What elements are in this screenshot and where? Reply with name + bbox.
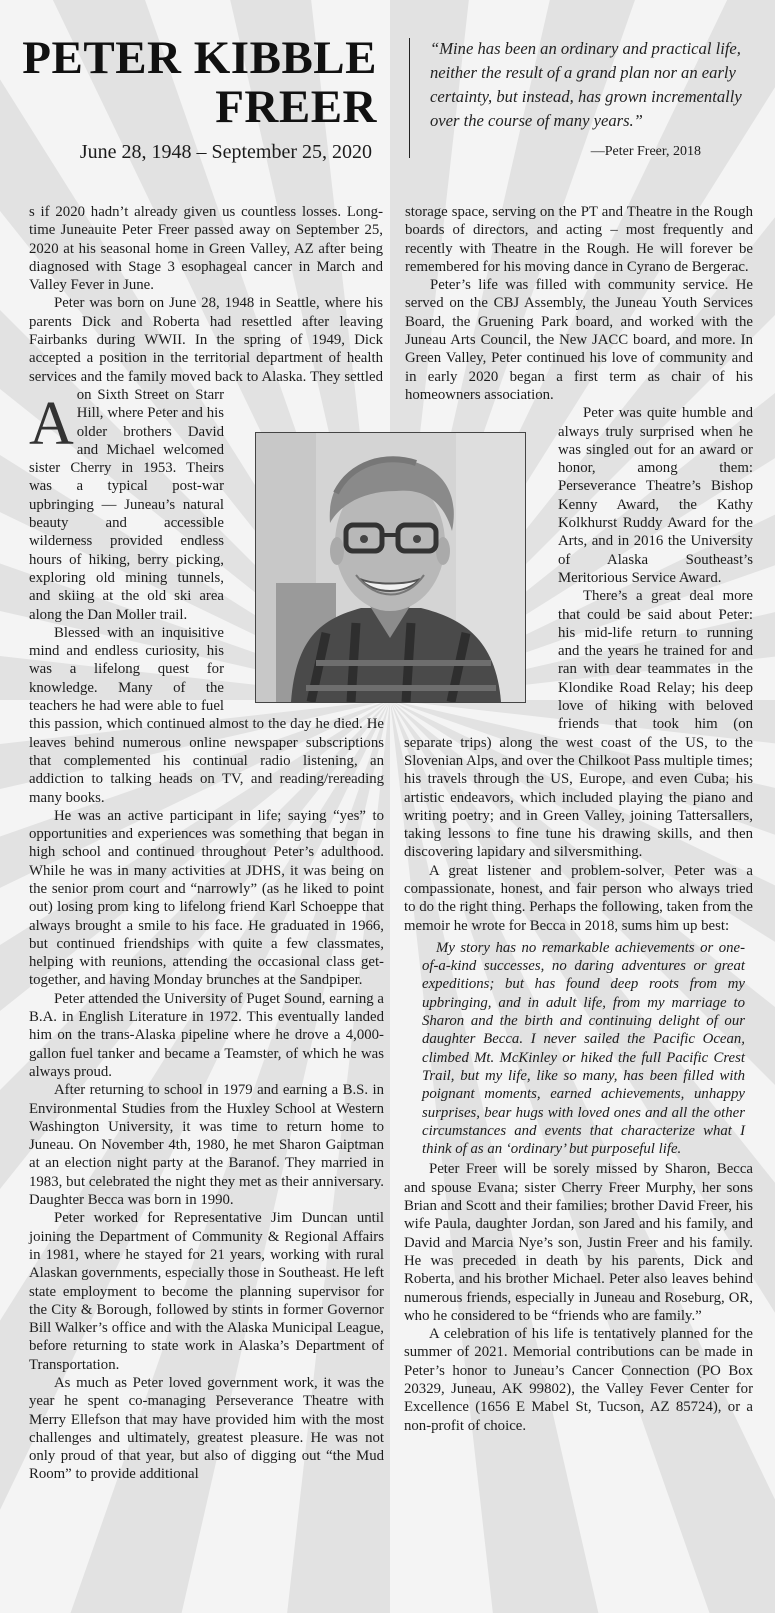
portrait-photo	[255, 432, 526, 703]
header-divider	[409, 38, 410, 158]
obituary-name	[22, 34, 377, 132]
paragraph-5: Peter attended the University of Puget Sound, earning a B.A. in English Literature in 1972. This eventually landed him on the trans-Alaska pipeline where he drove a 4,000-gallon fuel tanker and became a Teamster, of which he was always proud.	[29, 990, 384, 1080]
paragraph-2: Peter was born on June 28, 1948 in Seattle, where his parents Dick and Roberta had resettled after leaving Fairbanks during WWII. In the spring of 1949, Dick accepted a position in the territorial department of health services and the family moved back to Alaska. They settled on Sixth Street on Starr Hill, where Peter and his older brothers David and Michael welcomed sister Cherry in 1953. Theirs was a typical post-war upbringing — Juneau’s natural beauty and accessible wilderness provided endless hours of hiking, berry picking, exploring old mining tunnels, and skiing at the old ski area along the Dan Moller trail.	[29, 295, 383, 623]
paragraph-14: A celebration of his life is tentatively planned for the summer of 2021. Memorial contributions can be made in Peter’s honor to Juneau’s Cancer Connection (PO Box 20329, Juneau, AK 99802), the Valley Fever Center for Excellence (1656 E Mabel St, Tucson, AZ 85724), or a non-profit of choice.	[404, 1326, 753, 1434]
paragraph-8-continued: storage space, serving on the PT and Theatre in the Rough boards of directors, and acting – most frequently and recently with Theatre in the Rough. He will forever be remembered for his moving dance in Cyrano de Bergerac.	[405, 204, 753, 275]
paragraph-11: There’s a great deal more that could be said about Peter: his mid-life return to running and the years he trained for and ran with dear teammates in the Klondike Road Relay; his deep love of hiking with beloved friends that took him (on separate trips) along the west coast of the US, to the Slovenian Alps, and over the Chilkoot Pass multiple times; his travels through the US, Europe, and even Cuba; his artistic endeavors, which included playing the piano and writing poetry; and in Green Valley, joining Tattersallers, taking lessons to fine tune his drawing skills, and then discovering lapidary and silversmithing.	[404, 588, 753, 861]
pull-quote: “Mine has been an ordinary and practical life, neither the result of a grand plan nor an early certainty, but instead, has grown incrementally over the course of many years.”	[430, 39, 742, 130]
paragraph-1: A s if 2020 hadn’t already given us countless losses. Long-time Juneauite Peter Freer passed away on September 25, 2020 at his seasonal home in Green Valley, AZ after being diagnosed with Stage 3 esophageal cancer in March and Valley Fever in June.	[29, 204, 383, 458]
paragraph-9: Peter’s life was filled with community service. He served on the CBJ Assembly, the Juneau Youth Services Board, the Gruening Park board, and worked with the Juneau Arts Council, the New JACC board, and more. In Green Valley, Peter continued his love of community and in early 2020 began a first term as chair of his homeowners association.	[405, 277, 753, 403]
paragraph-4: He was an active participant in life; saying “yes” to opportunities and experiences was something that began in high school and continued throughout Peter’s adulthood. While he was in many activities at JDHS, it was being on the senior prom court and “narrowly” (as he liked to point out) losing prom king to lifelong friend Karl Schoeppe that always brought a smile to his face. He graduated in 1966, but continued friendships with quite a few classmates, helping with reunions, attending the occasional class get-together, and having Monday brunches at the Sandpiper.	[29, 807, 384, 989]
paragraph-12: A great listener and problem-solver, Peter was a compassionate, honest, and fair person who always tried to do the right thing. Perhaps the following, taken from the memoir he wrote for Becca in 2018, sums him up best:	[404, 862, 753, 934]
name-line-2: FREER	[215, 81, 377, 133]
paragraph-8: As much as Peter loved government work, it was the year he spent co-managing Perseverance Theatre with Merry Ellefson that may have provided him with the most challenges and ultimately, greatest pleasure. He was not only proud of that year, but also of digging out “the Mud Room” to provide additional	[29, 1375, 384, 1483]
memoir-text: My story has no remarkable achievements or one-of-a-kind successes, no daring adventures or great expeditions; but has found deep roots from my upbringing, and in adult life, from my marriage to Sharon and the birth and continuing delight of our daughter Becca. I never sailed the Pacific Ocean, climbed Mt. McKinley or hiked the full Pacific Crest Trail, but my life, like so many, has been filled with poignant moments, earned achievements, unhappy surprises, bear hugs with loved ones and all the other circumstances and events that characterize what I think of as an ‘ordinary’ but purposeful life.	[422, 939, 745, 1158]
portrait-illustration	[256, 433, 525, 702]
text-column-left	[29, 203, 384, 1593]
paragraph-3: Blessed with an inquisitive mind and endless curiosity, his was a lifelong quest for knowledge. Many of the teachers he had were able to fuel this passion, which continued almost to the day he died. He leaves behind numerous online newspaper subscriptions that complemented his continual radio listening, an addiction to talking heads on TV, and reading/rereading many books.	[29, 624, 384, 806]
life-dates: June 28, 1948 – September 25, 2020	[79, 141, 372, 163]
paragraph-13: Peter Freer will be sorely missed by Sharon, Becca and spouse Evana; sister Cherry Freer Murphy, her sons Brian and Scott and their families; brother David Freer, his wife Paula, daughter Jordan, son Jared and his family, and David and Marcia Nye’s son, Justin Freer and his family. He was preceded in death by his parents, Dick and Roberta, and his brother Michael. Peter also leaves behind numerous friends, especially in Juneau and Roseburg, OR, who he considered to be “friends who are family.”	[404, 1161, 753, 1324]
paragraph-10: Peter was quite humble and always truly surprised when he was singled out for an award or honor, among them: Perseverance Theatre’s Bishop Kenny Award, the Kathy Kolkhurst Ruddy Award for the Arts, and in 2016 the University of Alaska Southeast’s Meritorious Service Award.	[558, 405, 753, 586]
memoir-excerpt	[422, 939, 745, 1159]
paragraph-7: Peter worked for Representative Jim Duncan until joining the Department of Community & Regional Affairs in 1981, where he stayed for 21 years, working with rural Alaskan governments, especially those in Southeast. He left state employment to become the planning supervisor for the City & Borough, followed by stints in former Governor Bill Walker’s office and with the Alaska Municipal League, before returning to state work in Alaska’s Department of Transportation.	[29, 1210, 384, 1373]
text-column-right	[404, 203, 753, 1593]
paragraph-6: After returning to school in 1979 and earning a B.S. in Environmental Studies from the Huxley School at Western Washington University, it was time to return home to Juneau. On November 4th, 1980, he met Sharon Gaiptman at an election night party at the Baranof. They married in 1983, but celebrated the night they met as their anniversary. Daughter Becca was born in 1990.	[29, 1082, 384, 1209]
quote-attribution: —Peter Freer, 2018	[590, 144, 701, 159]
drop-cap: A	[29, 390, 74, 458]
name-line-1: PETER KIBBLE	[22, 32, 377, 84]
